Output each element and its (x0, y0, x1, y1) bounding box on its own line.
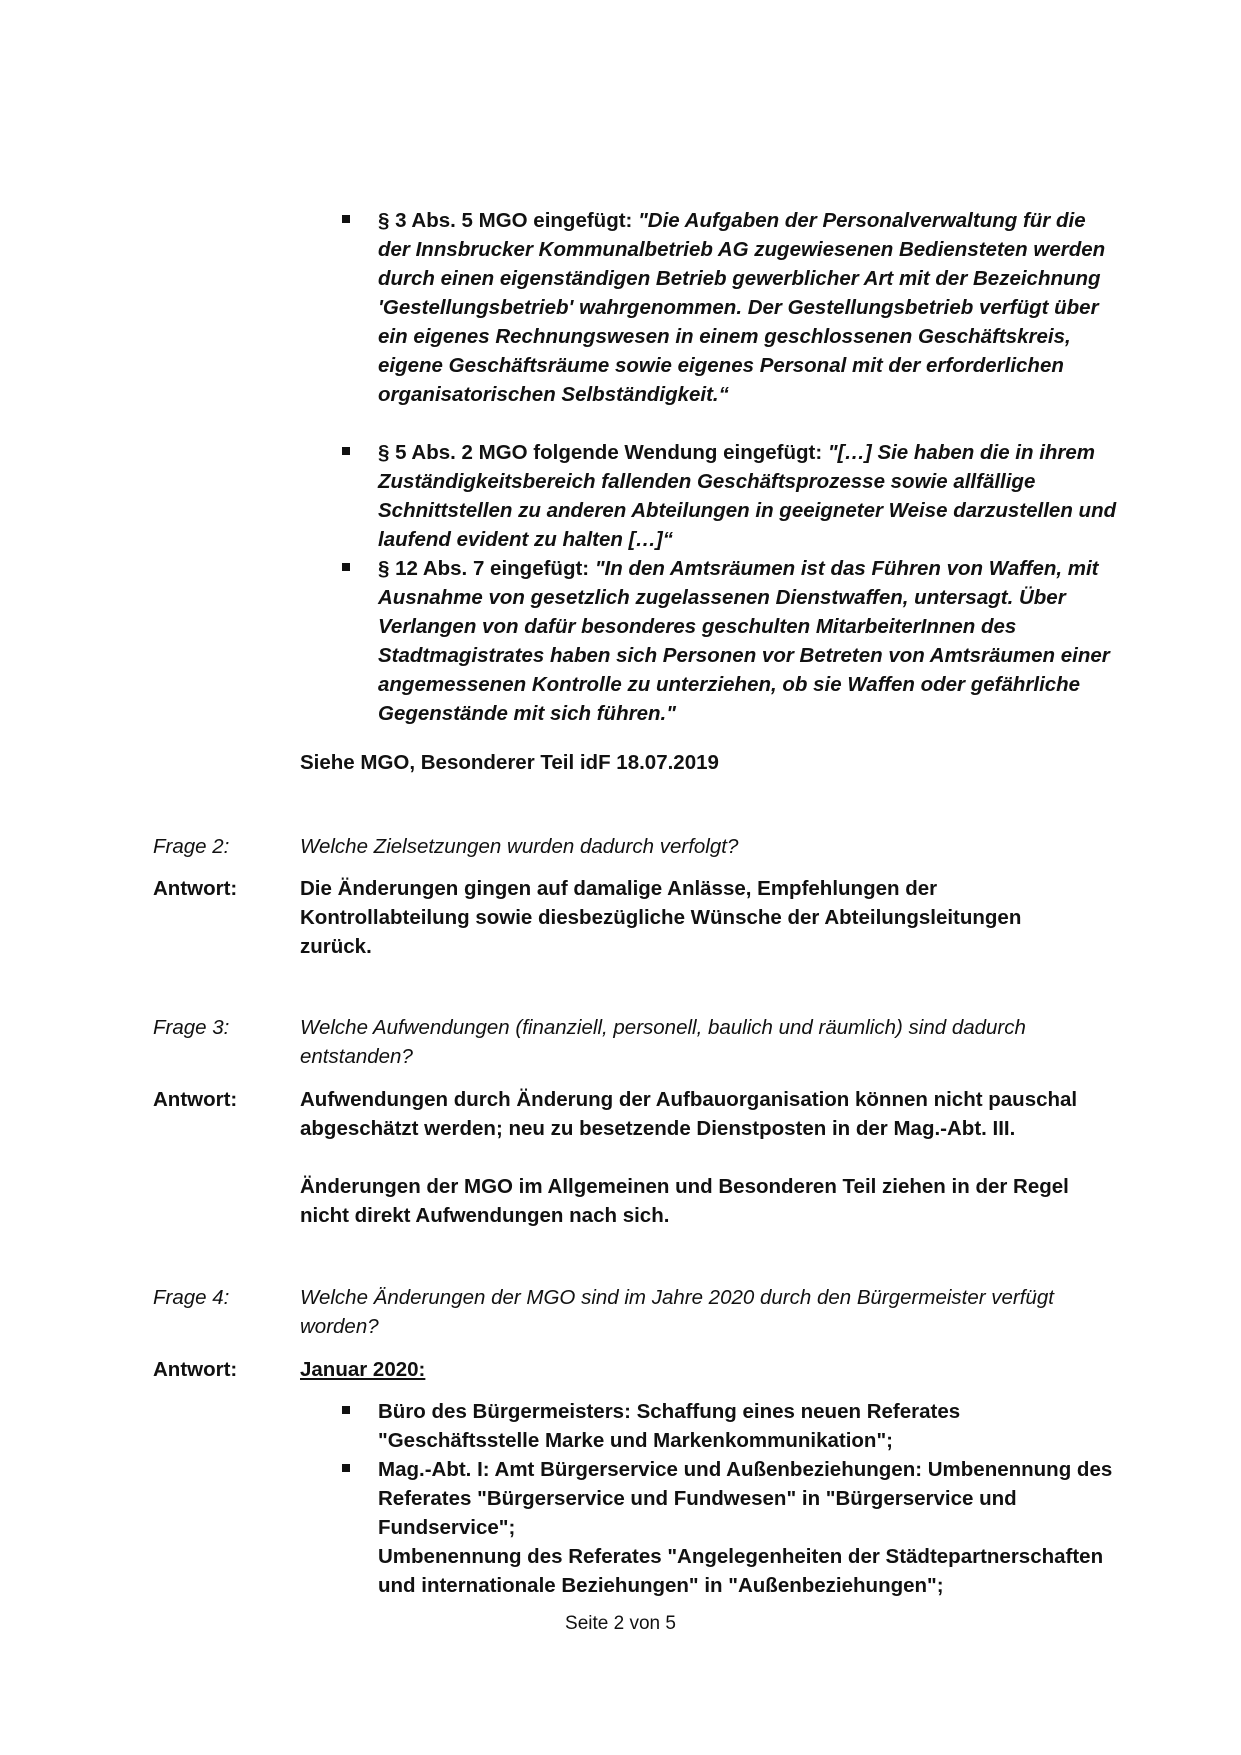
list-item (0, 1397, 1114, 1455)
square-bullet-icon (342, 563, 350, 571)
list-item (0, 1455, 1114, 1629)
answer-text: Änderungen der MGO im Allgemeinen und Besonderen Teil ziehen in der Regel nicht direkt Aufwendungen nach sich. (300, 1175, 1069, 1227)
bullet-quote: "[…] Sie haben die in ihrem Zuständigkeitsbereich fallenden Geschäftsprozesse sowie allfällige Schnittstellen zu anderen Abteilungen in geeigneter Weise darzustellen und laufend evident zu halten […]“ (378, 441, 1117, 551)
answer-label: Antwort: (153, 877, 238, 900)
january-bullet-list (0, 1397, 1241, 1629)
square-bullet-icon (342, 215, 350, 223)
answer-heading: Januar 2020: (300, 1358, 426, 1381)
square-bullet-icon (342, 447, 350, 455)
square-bullet-icon (342, 1464, 350, 1472)
page-footer: Seite 2 von 5 (565, 1613, 676, 1634)
question-label: Frage 2: (153, 835, 230, 858)
question-label: Frage 3: (153, 1016, 230, 1039)
list-item (0, 438, 1118, 554)
question-text: Welche Aufwendungen (finanziell, personell, baulich und räumlich) sind dadurch entstanden? (300, 1016, 1026, 1068)
see-note: Siehe MGO, Besonderer Teil idF 18.07.2019 (300, 751, 719, 774)
bullet-quote: "Die Aufgaben der Personalverwaltung für die der Innsbrucker Kommunalbetrieb AG zugewiesenen Bediensteten werden durch einen eigenständigen Betrieb gewerblicher Art mit der Bezeichnung 'Gestellungsbetrieb' wahrgenommen. Der Gestellungsbetrieb verfügt über ein eigenes Rechnungswesen in einem geschlossenen Geschäftskreis, eigene Geschäftsräume sowie eigenes Personal mit der erforderlichen organisatorischen Selbständigkeit.“ (378, 209, 1106, 406)
bullet-lead: § 5 Abs. 2 MGO folgende Wendung eingefügt: (378, 441, 828, 464)
square-bullet-icon (342, 1406, 350, 1414)
question-label: Frage 4: (153, 1286, 230, 1309)
bullet-text: Büro des Bürgermeisters: Schaffung eines neuen Referates "Geschäftsstelle Marke und Markenkommunikation"; (378, 1400, 961, 1452)
answer-label: Antwort: (153, 1088, 238, 1111)
list-item (0, 554, 1118, 728)
answer-text: Aufwendungen durch Änderung der Aufbauorganisation können nicht pauschal abgeschätzt werden; neu zu besetzende Dienstposten in der Mag.-Abt. III. (300, 1088, 1078, 1140)
answer-text: Die Änderungen gingen auf damalige Anlässe, Empfehlungen der Kontrollabteilung sowie diesbezügliche Wünsche der Abteilungsleitungen zurück. (300, 877, 1022, 958)
quote-bullet-list (0, 206, 1241, 728)
list-item (0, 206, 1118, 438)
answer-label: Antwort: (153, 1358, 238, 1381)
bullet-text-continued: Umbenennung des Referates "Angelegenheiten der Städtepartnerschaften und internationale Beziehungen" in "Außenbeziehungen"; (378, 1545, 1104, 1597)
question-text: Welche Änderungen der MGO sind im Jahre 2020 durch den Bürgermeister verfügt worden? (300, 1286, 1054, 1338)
question-text: Welche Zielsetzungen wurden dadurch verfolgt? (300, 835, 739, 858)
bullet-text: Mag.-Abt. I: Amt Bürgerservice und Außenbeziehungen: Umbenennung des Referates "Bürgerservice und Fundwesen" in "Bürgerservice und Fundservice"; (378, 1458, 1113, 1539)
bullet-lead: § 12 Abs. 7 eingefügt: (378, 557, 595, 580)
bullet-lead: § 3 Abs. 5 MGO eingefügt: (378, 209, 639, 232)
bullet-quote: "In den Amtsräumen ist das Führen von Waffen, mit Ausnahme von gesetzlich zugelassenen Dienstwaffen, untersagt. Über Verlangen von dafür besonderes geschulten MitarbeiterInnen des Stadtmagistrates haben sich Personen vor Betreten von Amtsräumen einer angemessenen Kontrolle zu unterziehen, ob sie Waffen oder gefährliche Gegenstände mit sich führen." (378, 557, 1110, 725)
